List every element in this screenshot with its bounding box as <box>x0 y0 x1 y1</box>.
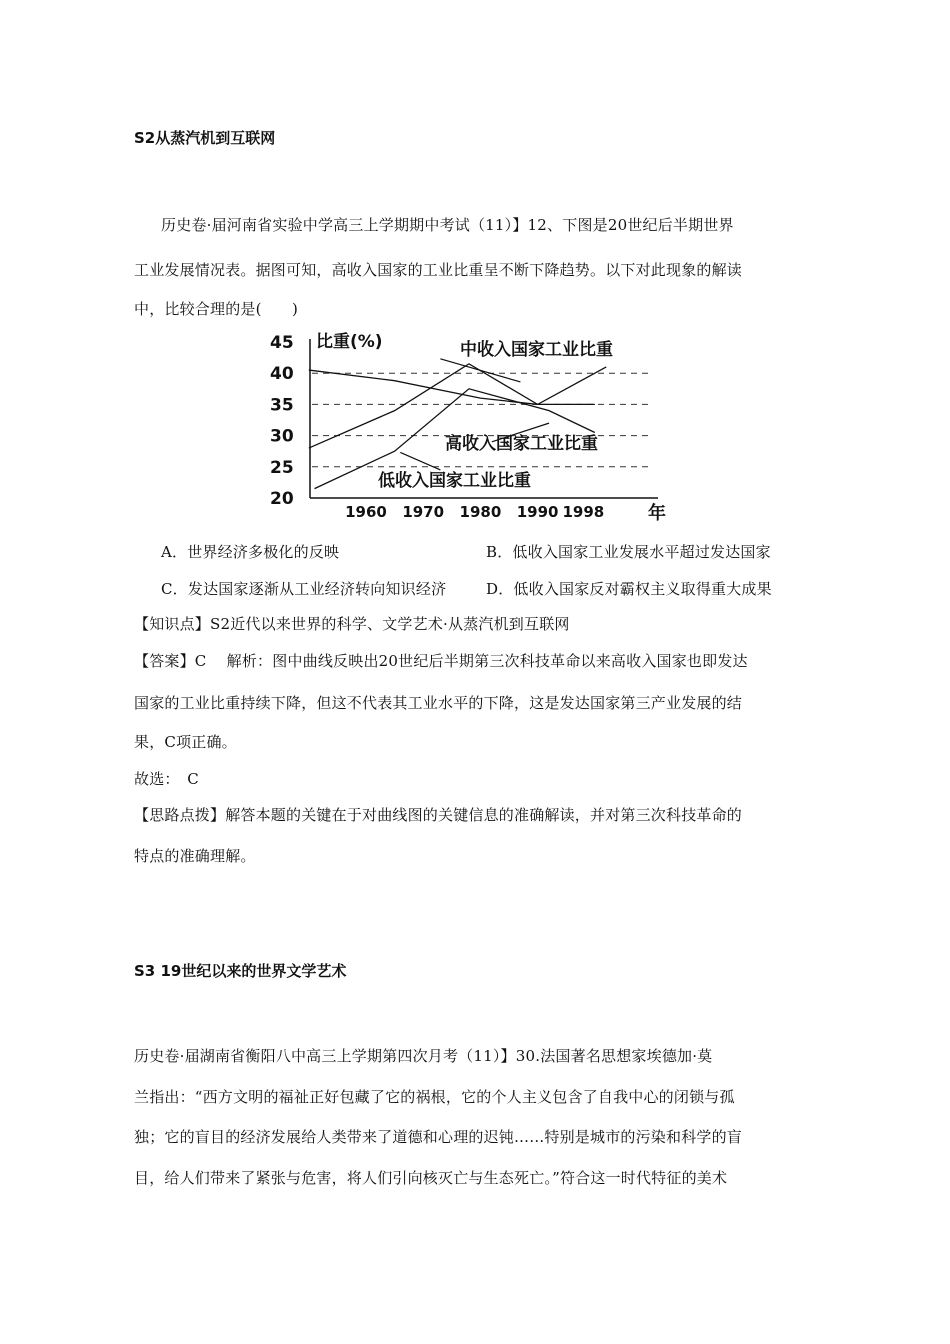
tips-line-1: 【思路点拨】解答本题的关键在于对曲线图的关键信息的准确解读，并对第三次科技革命的 <box>134 806 743 824</box>
answer-line-3: 果，C项正确。 <box>134 733 237 751</box>
option-d[interactable]: D．低收入国家反对霸权主义取得重大成果 <box>486 580 772 598</box>
question-line-1: 历史卷·届河南省实验中学高三上学期期中考试（11）】12、下图是20世纪后半期世界 <box>161 216 734 234</box>
x-tick-label: 1970 <box>402 503 445 521</box>
x-tick-label: 1960 <box>345 503 387 521</box>
x-axis-label: 年 <box>648 503 666 524</box>
option-a[interactable]: A．世界经济多极化的反映 <box>161 543 340 561</box>
y-axis-label: 比重(%) <box>316 332 383 352</box>
question2-line-1: 历史卷·届湖南省衡阳八中高三上学期第四次月考（11）】30.法国著名思想家埃德加·莫 <box>134 1047 713 1065</box>
series-label-high-income: 高收入国家工业比重 <box>445 434 598 454</box>
series-label-middle-income: 中收入国家工业比重 <box>460 340 613 360</box>
tips-line-2: 特点的准确理解。 <box>134 847 256 865</box>
label-leader-line <box>400 452 440 469</box>
question-line-2: 工业发展情况表。据图可知，高收入国家的工业比重呈不断下降趋势。以下对此现象的解读 <box>134 261 743 279</box>
option-c[interactable]: C．发达国家逐渐从工业经济转向知识经济 <box>161 580 447 598</box>
section-heading-s2: S2从蒸汽机到互联网 <box>134 129 276 147</box>
question2-line-4: 目，给人们带来了紧张与危害，将人们引向核灭亡与生态死亡。”符合这一时代特征的美术 <box>134 1169 728 1187</box>
x-tick-label: 1998 <box>562 503 605 521</box>
answer-line-2: 国家的工业比重持续下降，但这不代表其工业水平的下降，这是发达国家第三产业发展的结 <box>134 694 743 712</box>
x-tick-label: 1980 <box>459 503 502 521</box>
label-leader-line <box>440 359 520 382</box>
answer-line-1: 【答案】C 解析：图中曲线反映出20世纪后半期第三次科技革命以来高收入国家也即发达 <box>134 652 748 670</box>
answer-choice: 故选： C <box>134 770 199 788</box>
y-tick-label: 40 <box>270 364 294 385</box>
y-tick-label: 45 <box>270 333 294 353</box>
y-tick-label: 30 <box>270 426 294 447</box>
question2-line-2: 兰指出：“西方文明的福祉正好包藏了它的祸根，它的个人主义包含了自我中心的闭锁与孤 <box>134 1088 735 1106</box>
question-line-3: 中，比较合理的是( ) <box>134 300 299 318</box>
option-b[interactable]: B．低收入国家工业发展水平超过发达国家 <box>486 543 771 561</box>
section-heading-s3: S3 19世纪以来的世界文学艺术 <box>134 962 347 980</box>
y-tick-label: 20 <box>270 489 294 509</box>
knowledge-point: 【知识点】S2近代以来世界的科学、文学艺术·从蒸汽机到互联网 <box>134 615 570 633</box>
series-label-low-income: 低收入国家工业比重 <box>378 471 531 491</box>
y-tick-label: 35 <box>270 395 294 416</box>
x-tick-label: 1990 <box>516 503 559 521</box>
industry-share-line-chart <box>270 325 670 525</box>
question2-line-3: 独；它的盲目的经济发展给人类带来了道德和心理的迟钝……特别是城市的污染和科学的盲 <box>134 1128 743 1146</box>
y-tick-label: 25 <box>270 457 294 478</box>
